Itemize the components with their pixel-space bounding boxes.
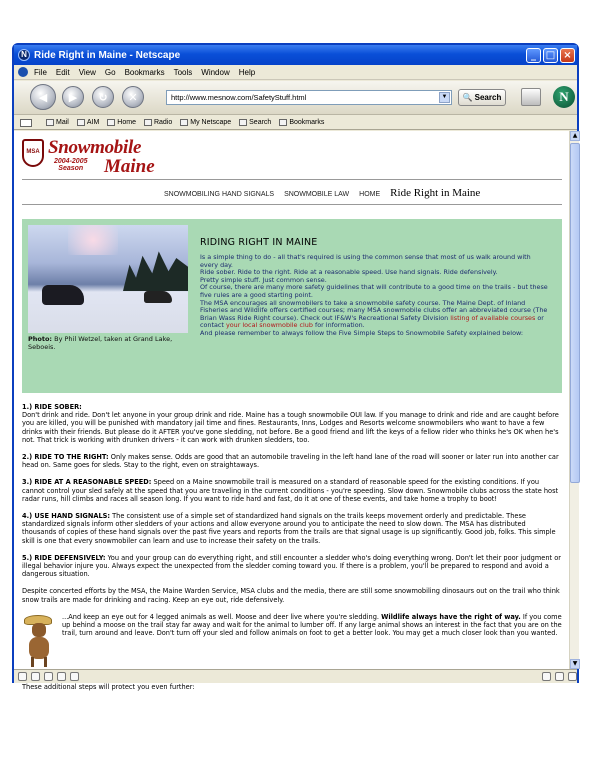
vertical-scrollbar[interactable] xyxy=(569,131,579,669)
menu-bookmarks[interactable]: Bookmarks xyxy=(124,67,165,77)
rule-5-text: You and your group can do everything right, and still encounter a sledder who's doing everything wrong. Don't let their poor judgment or illegal behavior injure you. Always expect the unexpected from the sledder coming toward you. If there is a problem, you'll be prepared to respond and avoid a dangerous situation. xyxy=(22,553,561,579)
caption-label: Photo: xyxy=(28,335,53,343)
feature-text xyxy=(200,254,550,338)
bookmark-my-netscape-label: My Netscape xyxy=(190,119,232,126)
site-logo[interactable] xyxy=(22,137,172,177)
search-small-icon xyxy=(239,119,247,126)
moose-right-of-way: Wildlife always have the right of way. xyxy=(381,612,521,621)
url-text: http://www.mesnow.com/SafetyStuff.html xyxy=(171,93,307,102)
status-nav-icon[interactable] xyxy=(18,672,27,681)
status-composer-icon[interactable] xyxy=(57,672,66,681)
bookmark-search-label: Search xyxy=(249,119,272,126)
additional-steps-line: These additional steps will protect you even further: xyxy=(22,682,195,691)
bookmark-search[interactable] xyxy=(239,119,271,126)
menu-bar xyxy=(14,65,577,80)
rule-2-text: Only makes sense. Odds are good that an automobile traveling in the left hand lane of the road will sooner or later run into another car head on. Same goes for sleds. Stay to the right, even on straightaways. xyxy=(22,453,559,470)
bookmark-mail[interactable] xyxy=(46,119,69,126)
rule-1-text: Don't drink and ride. Don't let anyone in your group drink and ride. Maine has a tough snowmobile OUI law. If you manage to drink and ride and are caught before you are killed, you will be punished with mandatory jail time and fines. Restaurants, Inns, Lodges and Resorts welcome snowmobilers who want to have a few drinks with their friends. But please do it AFTER you've gone sledding, not before. Be a good friend and lift the keys of a fellow rider who thinks he's OK when he's not. That trick is working with drunken drivers - it can work with drunken sledders, too. xyxy=(22,411,559,444)
header-divider xyxy=(22,179,562,180)
bookmark-radio-label: Radio xyxy=(153,119,173,126)
caption-text: By Phil Wetzel, taken at Grand Lake, Seboeis. xyxy=(28,335,173,351)
rule-5-heading: 5.) RIDE DEFENSIVELY: xyxy=(22,553,106,562)
tab-icon[interactable] xyxy=(20,119,32,127)
status-mail-icon[interactable] xyxy=(31,672,40,681)
mail-icon xyxy=(46,119,54,126)
status-lock-icon xyxy=(568,672,577,681)
bookmark-aim-label: AIM xyxy=(86,119,100,126)
rule-4-text: The consistent use of a simple set of standardized hand signals on the trails keeps movement orderly and predictable. These standardized signals inform other sledders of your actions and allow everyone around you to anticipate the need to slow down. The MSA has distributed thousands of copies of these hand signals over the past five years and reports from the trails are that signal usage is up significantly. Good job, folks. This simple skill is one that every snowmobiler can learn and use to increase their safety on the trails. xyxy=(22,512,556,545)
nav-current-page: Ride Right in Maine xyxy=(390,187,481,199)
wildlife-section xyxy=(22,613,562,669)
feature-title: RIDING RIGHT IN MAINE xyxy=(200,237,318,248)
back-arrow-icon: ◀ xyxy=(38,90,48,104)
logo-snowmobile: Snowmobile xyxy=(48,137,142,158)
personal-toolbar xyxy=(14,116,577,130)
photo-snowmobile-rider xyxy=(42,285,84,305)
rule-ride-sober xyxy=(22,403,562,444)
feature-p5 xyxy=(200,300,550,330)
aim-icon xyxy=(77,119,85,126)
rule-hand-signals xyxy=(22,512,562,545)
nav-snowmobile-law[interactable]: SNOWMOBILE LAW xyxy=(284,191,350,198)
rule-reasonable-speed xyxy=(22,478,562,503)
photo-sky-glow xyxy=(68,225,118,255)
feature-p5-text: The MSA encourages all snowmobilers to take a snowmobile safety course. The Maine Dept. of Inland Fisheries and Wildlife offers certified courses; many MSA snowmobile clubs offer an abbreviated course (The Brian Wass Ride Right course). Check out IF&W's Recreational Safety Division xyxy=(200,298,548,322)
status-addressbook-icon[interactable] xyxy=(70,672,79,681)
status-security-icon xyxy=(542,672,551,681)
print-icon[interactable] xyxy=(521,88,541,106)
courses-link[interactable]: listing of available courses xyxy=(450,313,536,322)
rule-1-heading: 1.) RIDE SOBER: xyxy=(22,403,82,411)
moose-legs xyxy=(31,657,47,667)
photo-treeline xyxy=(123,247,188,291)
club-link[interactable]: your local snowmobile club xyxy=(225,321,313,330)
status-aim-icon[interactable] xyxy=(44,672,53,681)
site-nav xyxy=(164,187,480,199)
menu-tools[interactable]: Tools xyxy=(173,67,193,77)
bookmark-home-label: Home xyxy=(117,119,136,126)
rule-2-heading: 2.) RIDE TO THE RIGHT: xyxy=(22,453,109,462)
menu-window[interactable]: Window xyxy=(201,67,230,77)
closing-paragraph: Despite concerted efforts by the MSA, the Maine Warden Service, MSA clubs and the media, there are still some snowmobiling dinosaurs out on the trail who think snow trails are made for drinking and racing. Keep an eye out, ride defensively. xyxy=(22,587,560,604)
rule-ride-right xyxy=(22,453,562,469)
logo-maine: Maine xyxy=(104,156,155,177)
radio-icon xyxy=(144,119,152,126)
photo-caption xyxy=(28,335,188,351)
scroll-thumb[interactable] xyxy=(570,143,580,483)
page-content xyxy=(14,131,569,691)
bookmark-bookmarks[interactable] xyxy=(279,119,324,126)
netscape-app-icon: N xyxy=(18,49,30,61)
feature-p4: Of course, there are many more safety guidelines that will contribute to a good time on the trails - but these five rules are a good starting point. xyxy=(200,283,548,299)
menu-help[interactable]: Help xyxy=(238,67,256,77)
maximize-button[interactable]: □ xyxy=(543,48,558,63)
moose-icon xyxy=(24,613,54,667)
bookmark-aim[interactable] xyxy=(77,119,99,126)
bookmark-radio[interactable] xyxy=(144,119,172,126)
logo-season-years: 2004-2005 xyxy=(54,158,88,165)
rule-3-text: Speed on a Maine snowmobile trail is measured on a standard of reasonable speed for the existing conditions. If you cannot control your sled safely at the speed that you are traveling in the current conditions - you're speeding. Slow down. Snowmobile clubs across the state host radar runs, hill climbs and races all season long. If you want to ride hard and fast, do it at one of these events, and take home a trophy to boot! xyxy=(22,478,559,503)
moose-head xyxy=(32,623,46,637)
bookmark-mail-label: Mail xyxy=(56,119,69,126)
url-input[interactable] xyxy=(166,90,452,105)
home-icon xyxy=(107,119,115,126)
search-button-label: Search xyxy=(474,93,502,102)
stop-icon: ✕ xyxy=(128,90,138,104)
netscape-icon xyxy=(180,119,188,126)
scroll-up-icon[interactable]: ▲ xyxy=(570,131,580,141)
title-bar xyxy=(14,45,577,65)
forward-button[interactable] xyxy=(62,86,84,108)
status-bar xyxy=(14,669,577,683)
search-icon: 🔍 xyxy=(462,93,473,102)
reload-button[interactable] xyxy=(92,86,114,108)
search-button[interactable] xyxy=(458,89,506,106)
photo-snowmobile-distant xyxy=(144,291,172,303)
scroll-down-icon[interactable]: ▼ xyxy=(570,659,580,669)
feature-p2: Ride sober. Ride to the right. Ride at a reasonable speed. Use hand signals. Ride defensively. xyxy=(200,268,498,277)
rule-4-heading: 4.) USE HAND SIGNALS: xyxy=(22,512,111,521)
nav-hand-signals[interactable]: SNOWMOBILING HAND SIGNALS xyxy=(164,191,275,198)
rules-section xyxy=(22,403,562,700)
bookmark-my-netscape[interactable] xyxy=(180,119,231,126)
nav-home[interactable]: HOME xyxy=(359,191,381,198)
moose-body xyxy=(29,637,49,659)
window-title: Ride Right in Maine - Netscape xyxy=(34,49,181,61)
rule-3-heading: 3.) RIDE AT A REASONABLE SPEED: xyxy=(22,478,152,487)
bookmark-home[interactable] xyxy=(107,119,136,126)
netscape-menu-icon xyxy=(18,67,28,77)
feature-p6: And please remember to always follow the Five Simple Steps to Snowmobile Safety explained below: xyxy=(200,328,524,337)
menu-view[interactable]: View xyxy=(78,67,96,77)
moose-lead: ...And keep an eye out for 4 legged animals as well. Moose and deer live where you're sledding. xyxy=(62,612,380,621)
feature-p1: Is a simple thing to do - all that's required is using the common sense that most of us walk around with every day. xyxy=(200,253,531,269)
bookmarks-icon xyxy=(279,119,287,126)
feature-box xyxy=(22,219,562,393)
feature-p3: Pretty simple stuff. Just common sense. xyxy=(200,275,327,284)
reload-icon: ↻ xyxy=(98,90,108,104)
menu-file[interactable]: File xyxy=(34,67,47,77)
feature-p5-or: or contact xyxy=(200,313,544,330)
stop-button[interactable] xyxy=(122,86,144,108)
netscape-logo[interactable]: N xyxy=(553,86,575,108)
status-online-icon xyxy=(555,672,564,681)
moose-rest: If you come up behind a moose on the trail stay far away and wait for the animal to lumber off. If any large animal shows an interest in the fact that you are on the trail, turn around and leave. Don't turn off your sled and follow animals on foot to get a better look. You may get a much closer look than you wanted. xyxy=(62,612,562,638)
close-button[interactable]: × xyxy=(560,48,575,63)
rule-ride-defensively xyxy=(22,554,562,579)
menu-go[interactable]: Go xyxy=(104,67,116,77)
forward-arrow-icon: ▶ xyxy=(68,90,78,104)
snowmobile-photo xyxy=(28,225,188,333)
browser-window xyxy=(12,43,579,691)
nav-divider xyxy=(22,204,562,205)
feature-p5-end: for information. xyxy=(314,321,365,330)
bookmark-bookmarks-label: Bookmarks xyxy=(289,119,325,126)
logo-season-word: Season xyxy=(58,165,84,172)
minimize-button[interactable]: _ xyxy=(526,48,541,63)
navigation-toolbar xyxy=(14,81,577,115)
url-dropdown-icon[interactable]: ▼ xyxy=(439,92,450,103)
back-button[interactable] xyxy=(30,84,56,110)
logo-season xyxy=(54,158,87,172)
msa-shield-icon: MSA xyxy=(22,139,44,167)
menu-edit[interactable]: Edit xyxy=(55,67,70,77)
